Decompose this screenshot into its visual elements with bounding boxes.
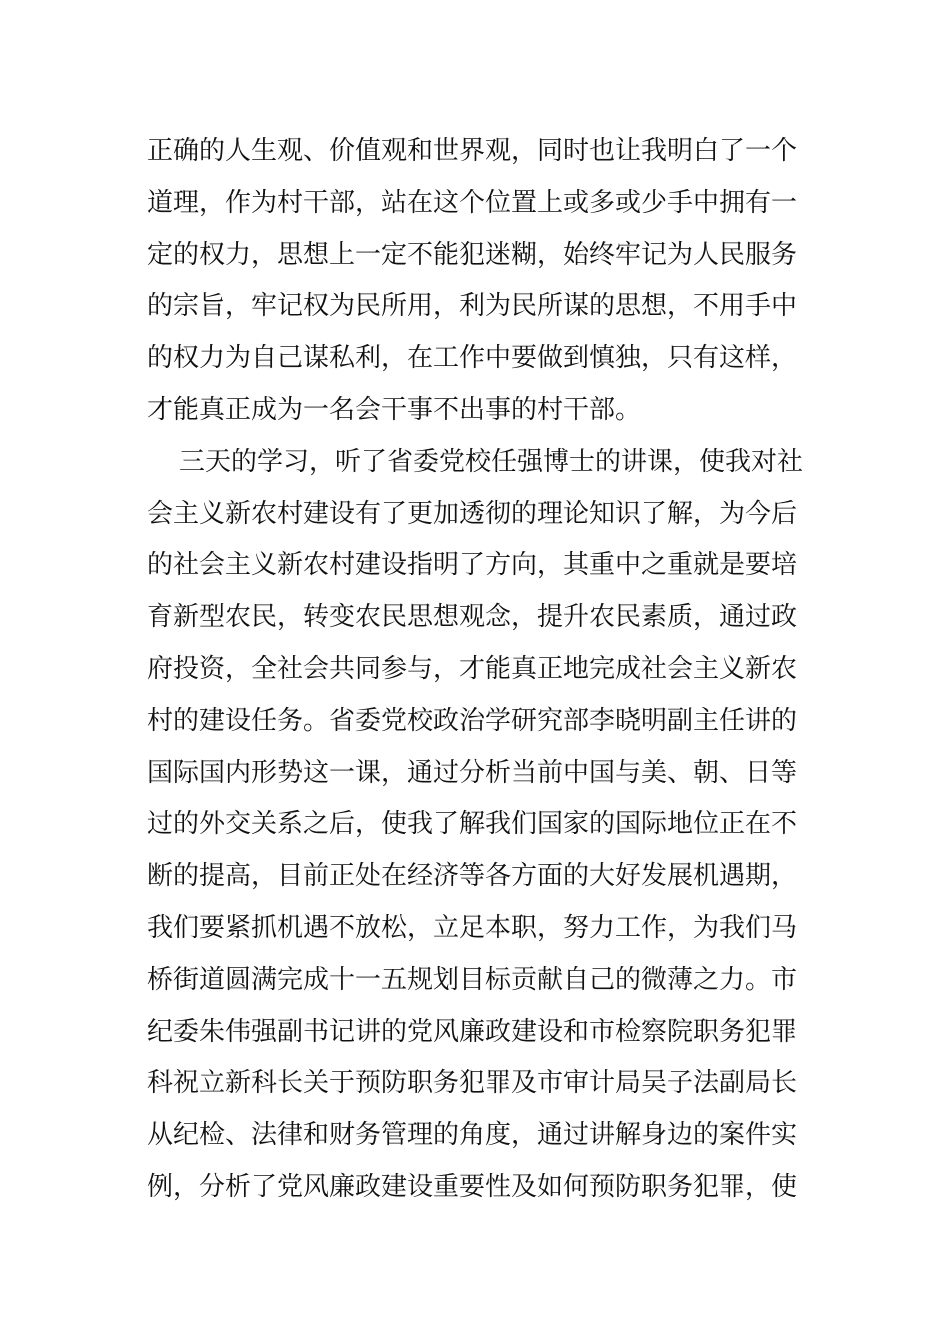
paragraph-1-line-6: 才能真正成为一名会干事不出事的村干部。 [147, 394, 642, 425]
paragraph-1-line-1: 正确的人生观、价值观和世界观，同时也让我明白了一个 [147, 136, 798, 166]
paragraph-2-line-1: 三天的学习，听了省委党校任强博士的讲课，使我对社 [179, 446, 804, 477]
paragraph-1-line-4: 的宗旨，牢记权为民所用，利为民所谋的思想，不用手中 [147, 291, 798, 322]
paragraph-2-line-6: 村的建设任务。省委党校政治学研究部李晓明副主任讲的 [147, 705, 798, 736]
paragraph-2-line-2: 会主义新农村建设有了更加透彻的理论知识了解，为今后 [147, 498, 798, 529]
paragraph-2-line-4: 育新型农民，转变农民思想观念，提升农民素质，通过政 [147, 602, 798, 633]
document-body [147, 126, 804, 1214]
paragraph-2-line-5: 府投资，全社会共同参与，才能真正地完成社会主义新农 [147, 653, 798, 684]
paragraph-2-line-8: 过的外交关系之后，使我了解我们国家的国际地位正在不 [147, 809, 798, 840]
paragraph-2-line-7: 国际国内形势这一课，通过分析当前中国与美、朝、日等 [147, 757, 798, 788]
paragraph-1-line-5: 的权力为自己谋私利，在工作中要做到慎独，只有这样， [147, 343, 798, 374]
paragraph-2-line-10: 我们要紧抓机遇不放松，立足本职，努力工作，为我们马 [147, 912, 798, 943]
paragraph-2-line-14: 从纪检、法律和财务管理的角度，通过讲解身边的案件实 [147, 1120, 798, 1151]
paragraph-2-line-3: 的社会主义新农村建设指明了方向，其重中之重就是要培 [147, 550, 798, 581]
paragraph-2-line-13: 科祝立新科长关于预防职务犯罪及市审计局吴子法副局长 [147, 1068, 798, 1099]
paragraph-2-line-15: 例，分析了党风廉政建设重要性及如何预防职务犯罪，使 [147, 1171, 798, 1202]
paragraph-2 [147, 437, 804, 1214]
paragraph-2-line-11: 桥街道圆满完成十一五规划目标贡献自己的微薄之力。市 [147, 964, 798, 995]
paragraph-1-line-3: 定的权力，思想上一定不能犯迷糊，始终牢记为人民服务 [147, 239, 798, 270]
paragraph-2-line-12: 纪委朱伟强副书记讲的党风廉政建设和市检察院职务犯罪 [147, 1016, 798, 1047]
paragraph-1-line-2: 道理，作为村干部，站在这个位置上或多或少手中拥有一 [147, 187, 798, 218]
paragraph-2-line-9: 断的提高，目前正处在经济等各方面的大好发展机遇期， [147, 861, 798, 892]
paragraph-1 [147, 126, 797, 437]
